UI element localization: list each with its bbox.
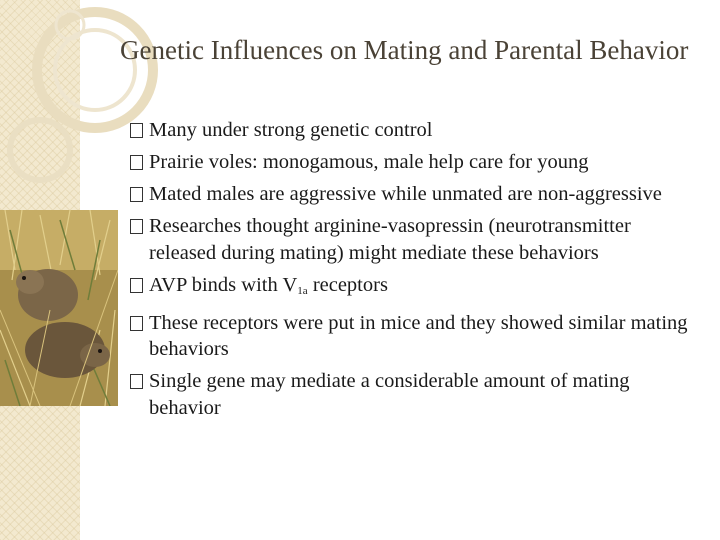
hollow-square-icon [130,155,143,170]
bullet-text: Researches thought arginine-vasopressin (neurotransmitter released during mating) might mediate these behaviors [149,215,631,264]
bullet-list [128,117,700,427]
receptor-subscript: 1a [297,284,308,297]
bullet-text: Single gene may mediate a considerable amount of mating behavior [149,370,630,419]
bullet-text-suffix: receptors [307,273,388,296]
bullet-text-prefix: AVP binds with V [149,273,298,296]
bullet-text: These receptors were put in mice and they showed similar mating behaviors [149,311,688,360]
hollow-square-icon [130,219,143,234]
hollow-square-icon [130,187,143,202]
hollow-square-icon [130,316,143,331]
bullet-item [128,368,700,421]
bullet-item [128,149,700,176]
bullet-item [128,117,700,144]
bullet-item [128,310,700,363]
bullet-item [128,213,700,266]
hollow-square-icon [130,374,143,389]
bullet-text: Many under strong genetic control [149,119,433,141]
bullet-text: Prairie voles: monogamous, male help care for young [149,151,589,173]
hollow-square-icon [130,278,143,293]
bullet-item [128,181,700,208]
prairie-vole-photo [0,210,118,406]
slide-title: Genetic Influences on Mating and Parental Behavior [120,35,689,65]
hollow-square-icon [130,123,143,138]
bullet-item [128,272,700,305]
bullet-text: Mated males are aggressive while unmated are non-aggressive [149,183,662,205]
